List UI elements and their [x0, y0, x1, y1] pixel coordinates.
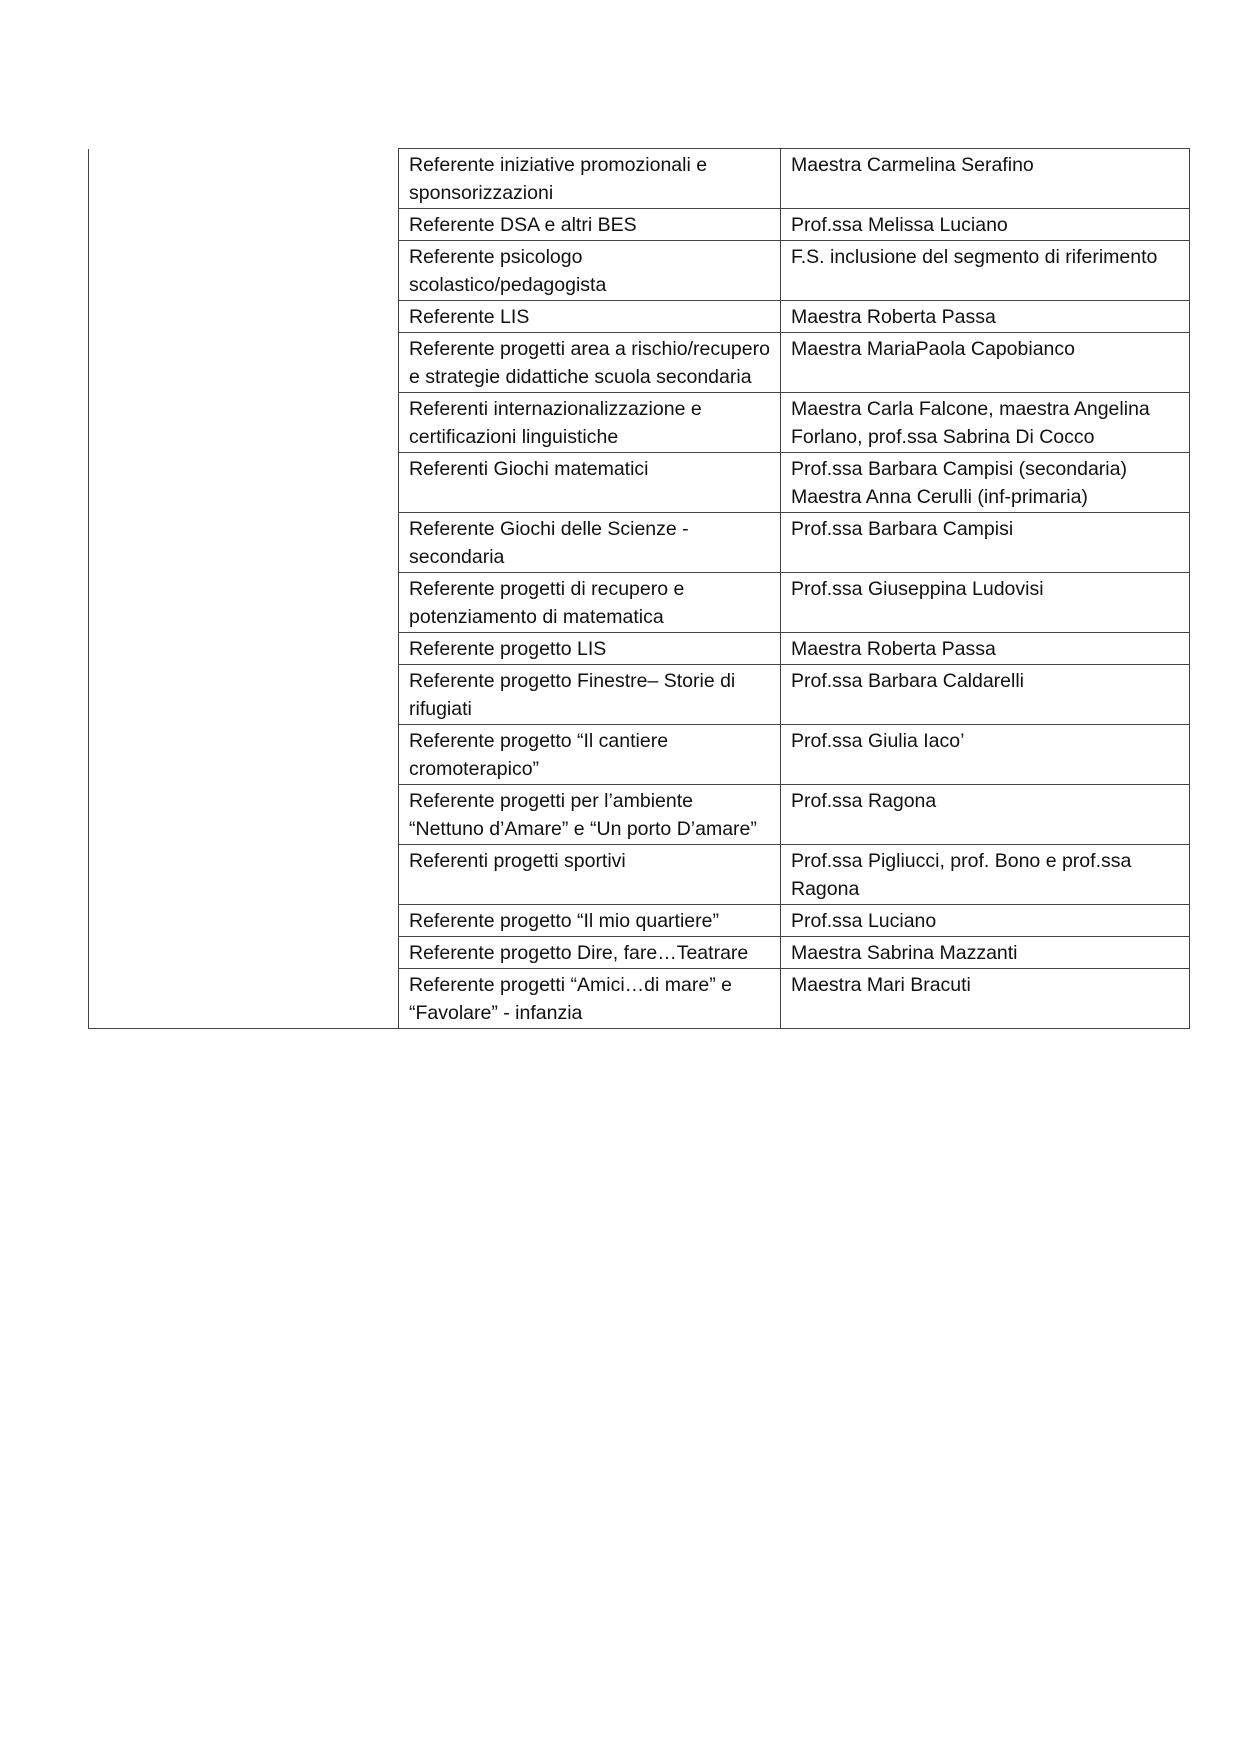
person-cell: F.S. inclusione del segmento di riferimento	[781, 241, 1190, 301]
person-cell: Maestra Carla Falcone, maestra Angelina Forlano, prof.ssa Sabrina Di Cocco	[781, 393, 1190, 453]
role-cell: Referenti Giochi matematici	[399, 453, 781, 513]
role-cell: Referenti internazionalizzazione e certificazioni linguistiche	[399, 393, 781, 453]
person-cell: Maestra Roberta Passa	[781, 633, 1190, 665]
role-cell: Referenti progetti sportivi	[399, 845, 781, 905]
person-cell: Maestra Carmelina Serafino	[781, 149, 1190, 209]
role-cell: Referente progetti area a rischio/recupero e strategie didattiche scuola secondaria	[399, 333, 781, 393]
table-row	[89, 149, 1190, 209]
referents-table-body	[89, 149, 1190, 1029]
empty-left-cell	[89, 149, 399, 1029]
role-cell: Referente progetto LIS	[399, 633, 781, 665]
referents-table	[88, 148, 1190, 1029]
role-cell: Referente Giochi delle Scienze - secondaria	[399, 513, 781, 573]
person-cell: Prof.ssa Luciano	[781, 905, 1190, 937]
role-cell: Referente progetto “Il cantiere cromoterapico”	[399, 725, 781, 785]
role-cell: Referente progetti “Amici…di mare” e “Favolare” - infanzia	[399, 969, 781, 1029]
person-cell: Prof.ssa Melissa Luciano	[781, 209, 1190, 241]
person-cell: Prof.ssa Pigliucci, prof. Bono e prof.ssa Ragona	[781, 845, 1190, 905]
role-cell: Referente psicologo scolastico/pedagogista	[399, 241, 781, 301]
role-cell: Referente progetto Dire, fare…Teatrare	[399, 937, 781, 969]
person-cell: Maestra Roberta Passa	[781, 301, 1190, 333]
person-cell: Prof.ssa Giuseppina Ludovisi	[781, 573, 1190, 633]
role-cell: Referente LIS	[399, 301, 781, 333]
person-cell: Prof.ssa Barbara Campisi (secondaria) Maestra Anna Cerulli (inf-primaria)	[781, 453, 1190, 513]
person-cell: Prof.ssa Barbara Campisi	[781, 513, 1190, 573]
role-cell: Referente progetto Finestre– Storie di rifugiati	[399, 665, 781, 725]
person-cell: Prof.ssa Barbara Caldarelli	[781, 665, 1190, 725]
person-cell: Maestra Sabrina Mazzanti	[781, 937, 1190, 969]
person-cell: Prof.ssa Giulia Iaco’	[781, 725, 1190, 785]
role-cell: Referente progetto “Il mio quartiere”	[399, 905, 781, 937]
person-cell: Maestra MariaPaola Capobianco	[781, 333, 1190, 393]
person-cell: Prof.ssa Ragona	[781, 785, 1190, 845]
role-cell: Referente progetti di recupero e potenziamento di matematica	[399, 573, 781, 633]
role-cell: Referente progetti per l’ambiente “Nettuno d’Amare” e “Un porto D’amare”	[399, 785, 781, 845]
person-cell: Maestra Mari Bracuti	[781, 969, 1190, 1029]
role-cell: Referente DSA e altri BES	[399, 209, 781, 241]
role-cell: Referente iniziative promozionali e sponsorizzazioni	[399, 149, 781, 209]
